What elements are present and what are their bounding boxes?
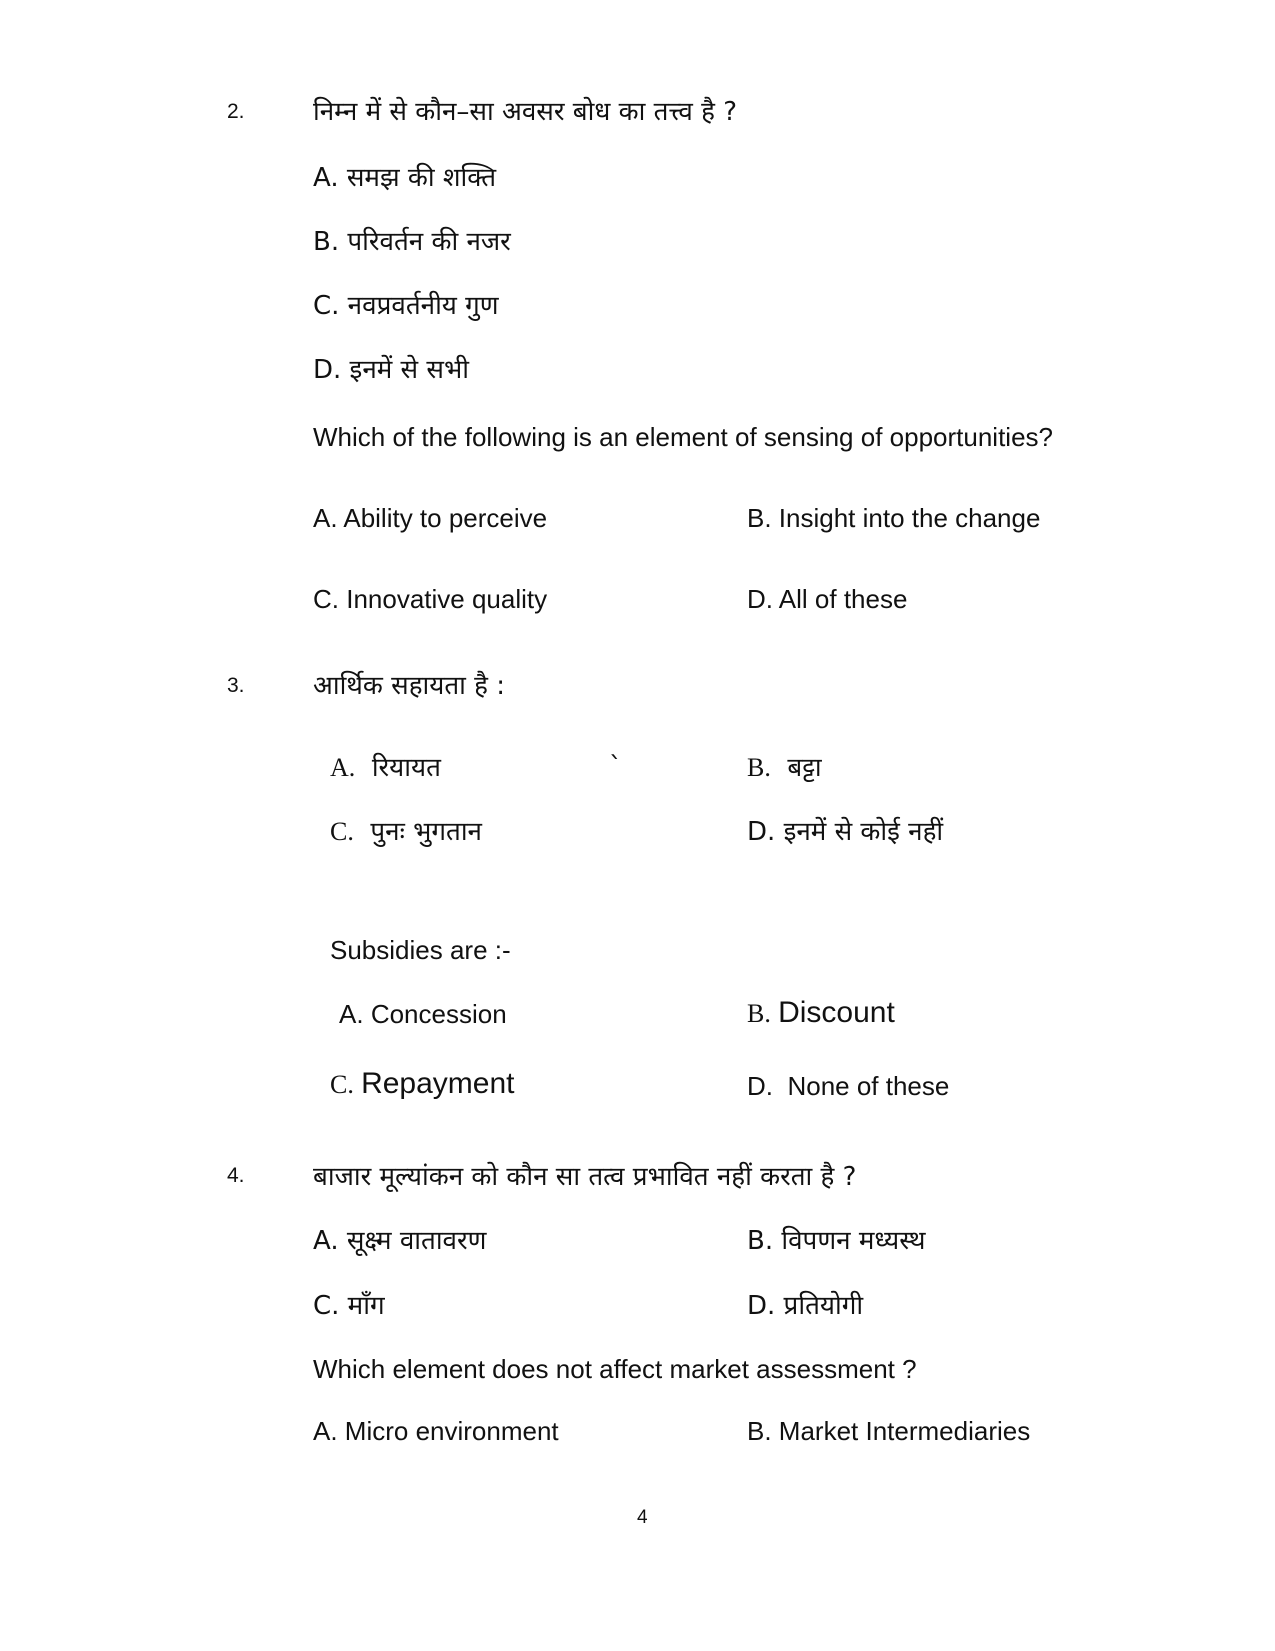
- option-letter: A.: [339, 999, 364, 1029]
- question-4-english: Which element does not affect market assessment ?: [313, 1354, 917, 1384]
- question-4-english-option-b: B. Market Intermediaries: [747, 1416, 1031, 1446]
- option-text: Discount: [778, 996, 895, 1029]
- question-3-hindi: आर्थिक सहायता है :: [313, 671, 505, 701]
- option-letter: B.: [747, 753, 771, 782]
- option-letter: C.: [330, 817, 354, 846]
- option-letter: B.: [747, 999, 771, 1028]
- option-text: None of these: [787, 1071, 950, 1101]
- question-4-hindi-option-d: D. प्रतियोगी: [747, 1291, 864, 1321]
- question-3-hindi-option-d: [747, 812, 943, 848]
- question-4-hindi-option-c: C. माँग: [313, 1291, 385, 1321]
- question-2-english: Which of the following is an element of sensing of opportunities?: [313, 422, 1053, 452]
- option-text: रियायत: [371, 753, 441, 783]
- question-4-english-option-a: A. Micro environment: [313, 1416, 559, 1446]
- question-4-hindi: बाजार मूल्यांकन को कौन सा तत्व प्रभावित नहीं करता है ?: [313, 1162, 857, 1192]
- option-letter: C.: [330, 1070, 354, 1099]
- question-3-hindi-option-b: [747, 748, 822, 784]
- option-letter: A.: [330, 753, 356, 782]
- question-3-english-option-c: [330, 1067, 515, 1101]
- question-3-english: Subsidies are :-: [330, 935, 511, 965]
- question-number-2: 2.: [227, 100, 245, 123]
- question-3-english-option-a: [339, 999, 507, 1030]
- option-text: पुनः भुगतान: [370, 817, 482, 847]
- page-number: 4: [637, 1507, 648, 1528]
- question-2-hindi-option-b: B. परिवर्तन की नजर: [313, 227, 511, 257]
- question-4-hindi-option-a: A. सूक्ष्म वातावरण: [313, 1226, 487, 1256]
- question-3-english-option-b: [747, 996, 895, 1030]
- question-2-english-option-a: A. Ability to perceive: [313, 503, 548, 533]
- option-letter: D.: [747, 1071, 773, 1101]
- question-2-hindi-option-a: A. समझ की शक्ति: [313, 163, 497, 193]
- question-2-hindi: निम्न में से कौन–सा अवसर बोध का तत्त्व है ?: [313, 97, 738, 127]
- question-2-english-option-d: D. All of these: [747, 584, 908, 614]
- question-3-hindi-option-c: [330, 812, 482, 848]
- question-2-hindi-option-c: C. नवप्रवर्तनीय गुण: [313, 291, 499, 321]
- question-4-hindi-option-b: B. विपणन मध्यस्थ: [747, 1226, 926, 1256]
- question-3-english-option-d: [747, 1071, 949, 1102]
- option-text: इनमें से कोई नहीं: [783, 817, 944, 847]
- stray-mark: `: [609, 752, 622, 782]
- option-text: Repayment: [361, 1067, 515, 1100]
- question-2-english-option-b: B. Insight into the change: [747, 503, 1041, 533]
- question-3-hindi-option-a: [330, 748, 441, 784]
- option-text: Concession: [370, 999, 507, 1029]
- option-letter: D.: [747, 817, 776, 847]
- question-number-4: 4.: [227, 1164, 245, 1187]
- option-text: बट्टा: [787, 753, 822, 783]
- question-number-3: 3.: [227, 674, 245, 697]
- question-2-english-option-c: C. Innovative quality: [313, 584, 548, 614]
- question-2-hindi-option-d: D. इनमें से सभी: [313, 355, 469, 385]
